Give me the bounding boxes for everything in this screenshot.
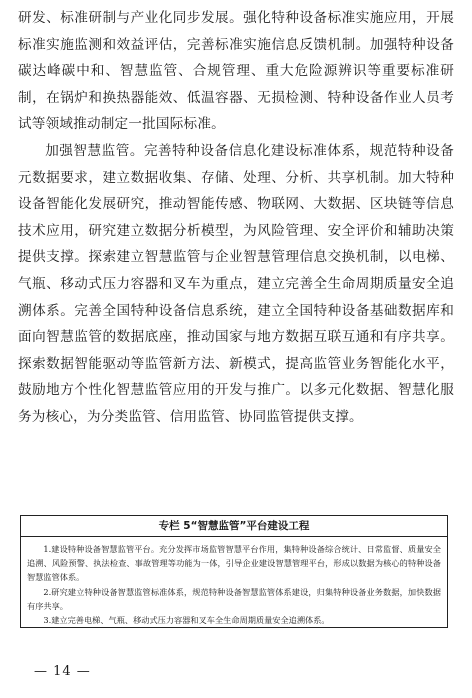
- body-paragraph-1: 研发、标准研制与产业化同步发展。强化特种设备标准实施应用，开展标准实施监测和效益评估，完善标准实施信息反馈机制。加强特种设备碳达峰碳中和、智慧监管、合规管理、重大危险源辨识等重要标准研制，在锅炉和换热器能效、低温容器、无损检测、特种设备作业人员考试等领域推动制定一批国际标准。: [18, 10, 454, 133]
- column-box-body: [21, 537, 447, 627]
- page-number: — 14 —: [34, 664, 91, 679]
- column-box-title: 专栏 5“智慧监管”平台建设工程: [21, 516, 447, 537]
- column-box-item: 2.研究建立特种设备智慧监管标准体系，规范特种设备智慧监管体系建设，归集特种设备业务数据，加快数据有序共享。: [27, 586, 441, 611]
- column-box: [20, 515, 448, 628]
- document-page: [18, 0, 454, 431]
- column-box-item: 1.建设特种设备智慧监管平台。充分发挥市场监管智慧平台作用，集特种设备综合统计、日常监督、质量安全追溯、风险预警、执法检查、事故管理等功能为一体，引导企业建设智慧管理平台，形成以数据为核心的特种设备智慧监管体系。: [27, 544, 441, 583]
- column-box-item: 3.建立完善电梯、气瓶、移动式压力容器和叉车全生命周期质量安全追溯体系。: [43, 615, 330, 626]
- body-paragraph-2: 加强智慧监管。完善特种设备信息化建设标准体系，规范特种设备元数据要求，建立数据收集、存储、处理、分析、共享机制。加大特种设备智能化发展研究，推动智能传感、物联网、大数据、区块链等信息技术应用，研究建立数据分析模型，为风险管理、安全评价和辅助决策提供支撑。探索建立智慧监管与企业智慧管理信息交换机制，以电梯、气瓶、移动式压力容器和叉车为重点，建立完善全生命周期质量安全追溯体系。完善全国特种设备信息系统，建立全国特种设备基础数据库和面向智慧监管的数据底座，推动国家与地方数据互联互通和有序共享。探索数据智能驱动等监管新方法、新模式，提高监管业务智能化水平，鼓励地方个性化智慧监管应用的开发与推广。以多元化数据、智慧化服务为核心，为分类监管、信用监管、协同监管提供支撑。: [18, 142, 454, 425]
